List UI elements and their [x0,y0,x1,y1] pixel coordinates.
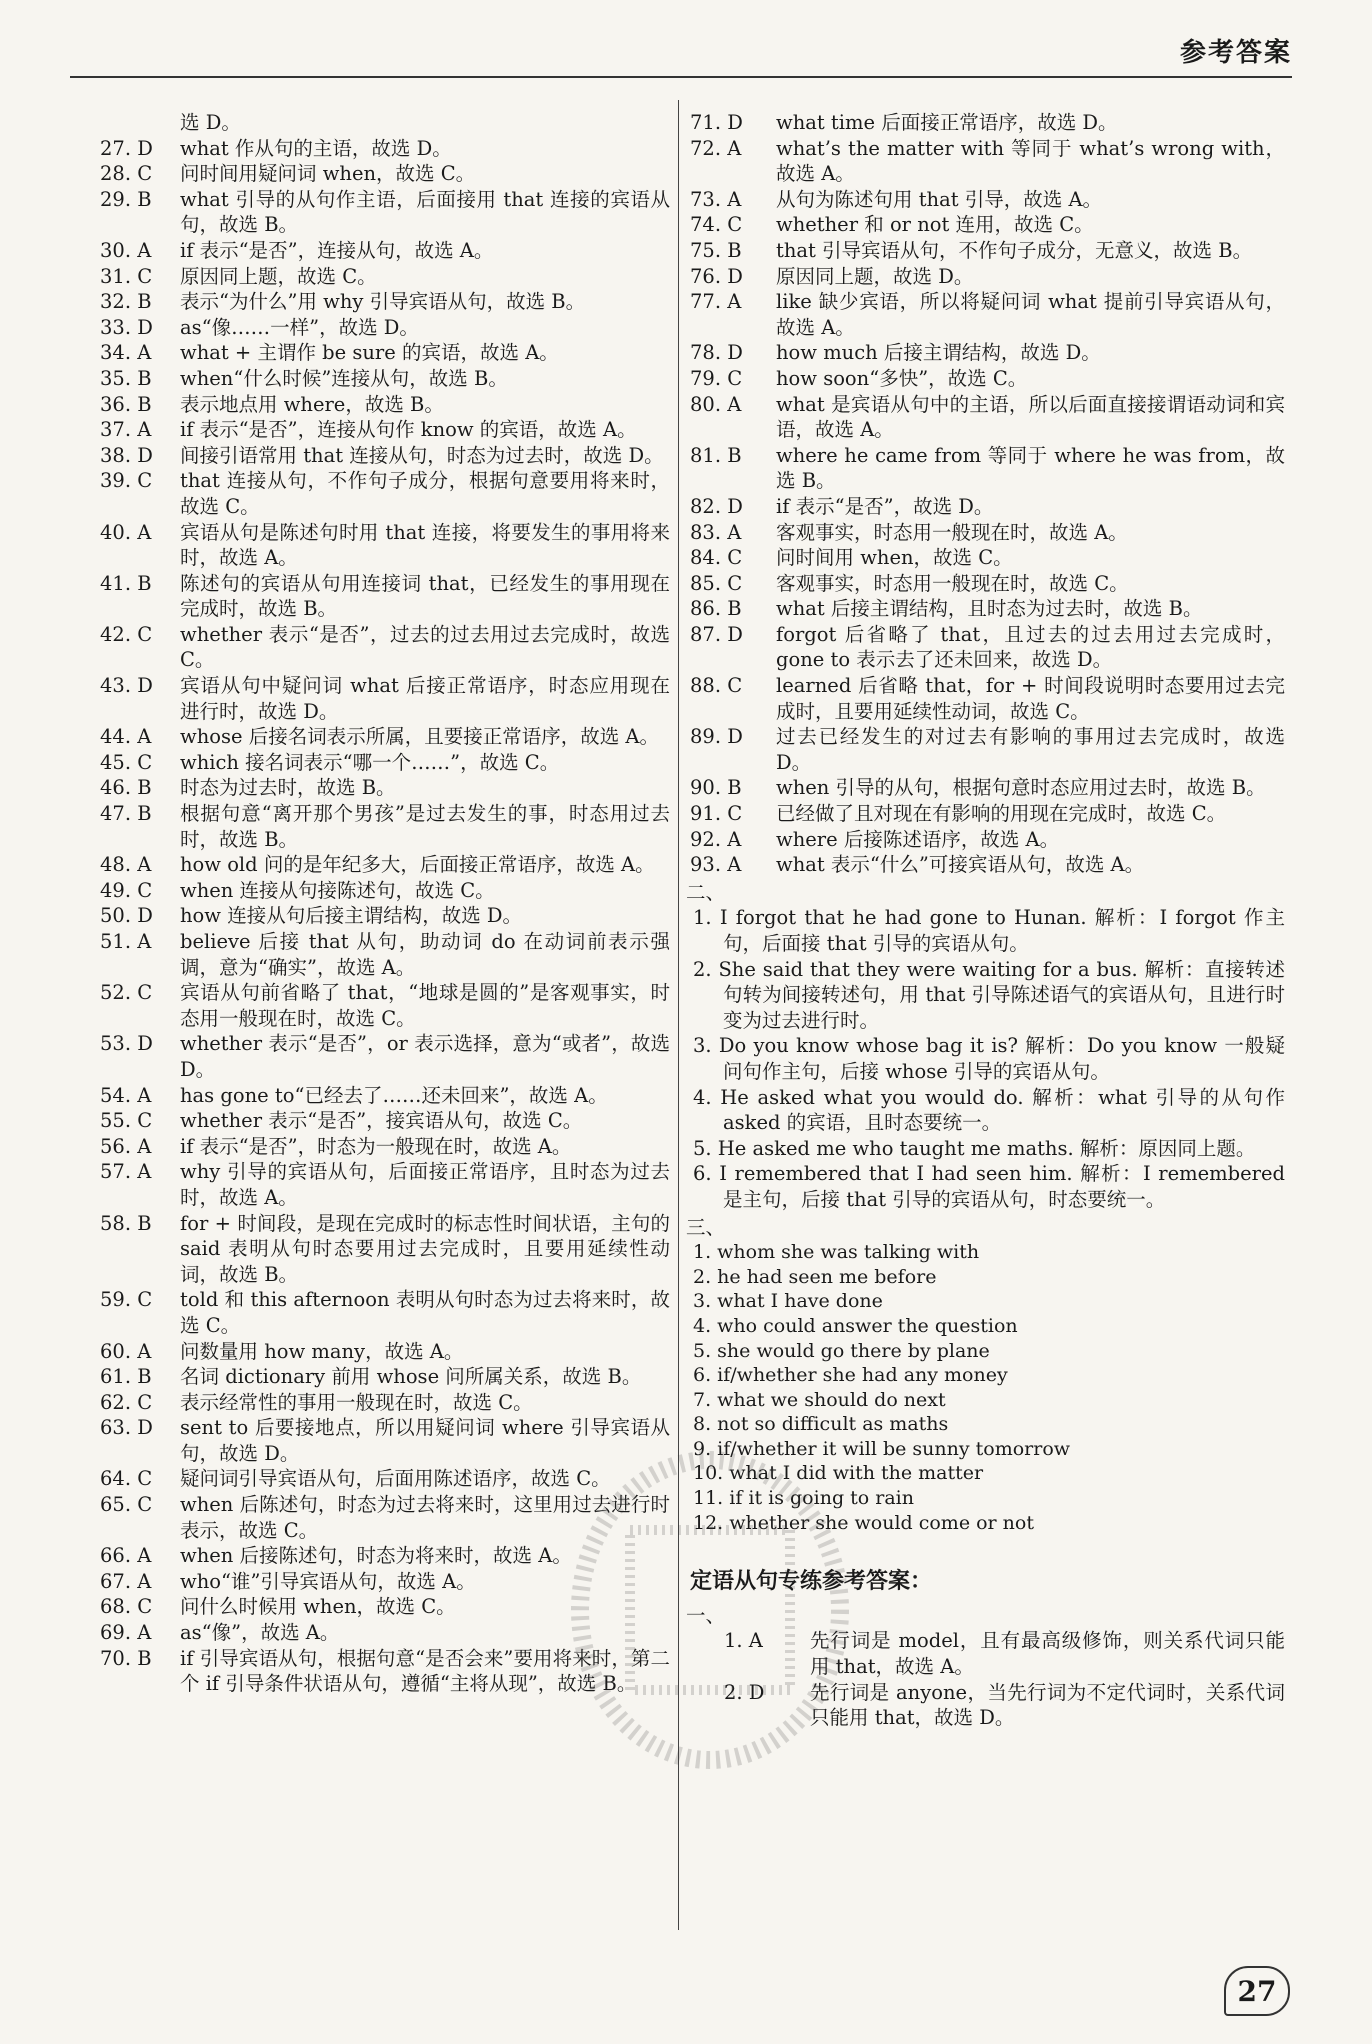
answer-number: 90. B [690,776,742,800]
rewrite-sentence: 2. She said that they were waiting for a bus. [693,957,1138,981]
analysis-label: 解析： [1094,906,1160,930]
fill-in-answer: 11. if it is going to rain [693,1487,914,1510]
answer-number: 35. B [100,366,152,390]
analysis-label: 解析： [1025,1034,1087,1058]
answer-explanation: when 后接陈述句，时态为将来时，故选 A。 [180,1544,572,1568]
answer-explanation: whether 表示“是否”，接宾语从句，故选 C。 [180,1109,583,1133]
answer-item [100,340,670,366]
answer-number: 78. D [690,341,743,365]
answer-number: 66. A [100,1544,152,1568]
answer-item [100,520,670,571]
answer-number: 84. C [690,546,743,570]
answer-number: 56. A [100,1134,152,1158]
answer-explanation: learned 后省略 that，for + 时间段说明时态要用过去完成时，且要用延续性动词，故选 C。 [776,674,1285,723]
answer-number: 89. D [690,725,743,749]
answer-item [100,1569,670,1595]
answer-item [100,443,670,469]
rewrite-analysis: I remembered 是主句，后接 that 引导的宾语从句，时态要统一。 [723,1162,1286,1211]
answer-number: 29. B [100,187,152,211]
answer-number: 57. A [100,1160,152,1184]
answer-item [690,366,1285,392]
rewrite-sentence: 4. He asked what you would do. [693,1085,1024,1109]
rewrite-analysis: 直接转述句转为间接转述句，用 that 引导陈述语气的宾语从句，且进行时变为过去进行时。 [723,957,1286,1032]
answer-number: 70. B [100,1646,152,1670]
answer-explanation: sent to 后要接地点，所以用疑问词 where 引导宾语从句，故选 D。 [180,1416,670,1465]
section-three [686,1215,1285,1536]
analysis-label: 解析： [1080,1162,1143,1186]
answer-explanation: 问时间用疑问词 when，故选 C。 [180,162,476,186]
answer-item [690,852,1285,878]
answer-explanation: has gone to“已经去了……还未回来”，故选 A。 [180,1083,608,1107]
answer-number: 31. C [100,264,153,288]
section-four-label: 一、 [686,1603,726,1627]
rewrite-item [686,1085,1285,1136]
rewrite-sentence: 5. He asked me who taught me maths. [693,1136,1074,1160]
answer-number: 51. A [100,930,152,953]
rewrite-item [686,1161,1285,1212]
fill-in-answer: 2. he had seen me before [693,1265,937,1288]
answer-number: 75. B [690,238,742,262]
relative-clause-heading: 定语从句专练参考答案： [690,1569,933,1595]
answer-item [100,750,670,776]
answer-number: 36. B [100,392,152,416]
answer-item [100,238,670,264]
answer-explanation: that 引导宾语从句，不作句子成分，无意义，故选 B。 [776,238,1253,262]
answer-item [100,1390,670,1416]
answer-number: 50. D [100,904,153,928]
answer-explanation: which 接名词表示“哪一个……”，故选 C。 [180,750,560,774]
fill-in-answer: 4. who could answer the question [693,1314,1018,1337]
fill-in-answer: 8. not so difficult as maths [693,1413,949,1436]
analysis-label: 解析： [1032,1085,1099,1109]
answer-item [724,1680,1285,1731]
answer-explanation: when“什么时候”连接从句，故选 B。 [180,366,508,390]
answer-number: 68. C [100,1595,153,1619]
answer-number: 87. D [690,622,743,646]
answer-number: 69. A [100,1621,152,1645]
answer-item [100,366,670,392]
answer-item [100,1543,670,1569]
answer-number: 1. A [724,1629,763,1653]
right-column [686,110,1286,1731]
header-title: 参考答案 [1179,38,1292,68]
answer-item [724,1628,1285,1679]
answer-item [690,571,1285,597]
answer-number: 55. C [100,1109,153,1133]
answer-number: 62. C [100,1390,153,1414]
answer-number: 27. D [100,136,153,160]
answer-item [100,801,670,852]
rewrite-analysis: 原因同上题。 [1138,1136,1256,1160]
fill-in-answer: 3. what I have done [693,1290,883,1313]
answer-item [100,1159,670,1210]
answer-explanation: whether 表示“是否”，过去的过去用过去完成时，故选 C。 [180,622,670,672]
answer-item [690,801,1285,827]
answer-explanation: when 连接从句接陈述句，故选 C。 [180,878,495,902]
answer-number: 52. C [100,981,153,1005]
rewrite-sentence: 6. I remembered that I had seen him. [693,1162,1073,1186]
answer-item [690,622,1285,673]
answer-number: 46. B [100,776,152,800]
right-answer-list [690,110,1285,878]
answer-number: 91. C [690,802,743,826]
fill-in-answer: 5. she would go there by plane [693,1339,990,1362]
answer-explanation: what 作从句的主语，故选 D。 [180,136,452,160]
answer-item [100,1466,670,1492]
answer-explanation: what 后接主谓结构，且时态为过去时，故选 B。 [776,597,1203,621]
answer-explanation: 原因同上题，故选 C。 [180,264,377,288]
answer-number: 93. A [690,853,742,877]
answer-number: 32. B [100,290,152,314]
answer-item [100,1492,670,1543]
fill-in-answer: 1. whom she was talking with [693,1241,980,1264]
answer-explanation: 选 D。 [180,111,241,134]
answer-number: 71. D [690,111,743,134]
answer-explanation: if 表示“是否”，连接从句作 know 的宾语，故选 A。 [180,418,637,442]
answer-number: 33. D [100,315,153,339]
section-two [686,880,1285,1213]
answer-explanation: like 缺少宾语，所以将疑问词 what 提前引导宾语从句，故选 A。 [776,290,1285,339]
answer-number: 42. C [100,622,153,646]
answer-item [690,724,1285,775]
page-number: 27 [1224,1966,1290,2016]
fill-in-answer: 6. if/whether she had any money [693,1364,1008,1387]
answer-item [690,238,1285,264]
answer-explanation: as“像……一样”，故选 D。 [180,315,419,339]
answer-item [100,110,670,136]
answer-number: 40. A [100,520,152,544]
answer-item [100,264,670,290]
answer-item [100,1134,670,1160]
answer-explanation: 根据句意“离开那个男孩”是过去发生的事，时态用过去时，故选 B。 [180,802,670,851]
rewrite-item [686,905,1285,956]
answer-item [100,1364,670,1390]
answer-item [100,903,670,929]
answer-item [690,673,1285,724]
answer-item [100,1620,670,1646]
answer-explanation: if 表示“是否”，连接从句，故选 A。 [180,238,494,262]
answer-item [690,340,1285,366]
answer-number: 39. C [100,469,153,493]
answer-item [100,929,670,980]
column-divider [678,100,679,1930]
answer-number: 73. A [690,187,742,211]
answer-item [100,1083,670,1109]
answer-item [100,1211,670,1288]
answer-item [690,520,1285,546]
rewrite-analysis: Do you know 一般疑问句作主句，后接 whose 引导的宾语从句。 [723,1034,1285,1083]
answer-explanation: how old 问的是年纪多大，后面接正常语序，故选 A。 [180,853,655,877]
answer-explanation: 陈述句的宾语从句用连接词 that，已经发生的事用现在完成时，故选 B。 [180,571,670,621]
answer-item [690,136,1285,187]
answer-explanation: 原因同上题，故选 D。 [776,264,974,288]
answer-item [100,673,670,724]
answer-number: 92. A [690,827,742,851]
answer-explanation: when 引导的从句，根据句意时态应用过去时，故选 B。 [776,776,1266,800]
answer-explanation: 表示“为什么”用 why 引导宾语从句，故选 B。 [180,290,586,314]
answer-explanation: 表示地点用 where，故选 B。 [180,392,444,416]
answer-explanation: how much 后接主谓结构，故选 D。 [776,341,1101,365]
answer-explanation: 客观事实，时态用一般现在时，故选 A。 [776,520,1128,544]
answer-item [100,724,670,750]
fill-in-answer: 12. whether she would come or not [693,1511,1034,1534]
answer-item [690,827,1285,853]
answer-explanation: 表示经常性的事用一般现在时，故选 C。 [180,1390,533,1414]
answer-number: 53. D [100,1032,153,1056]
answer-explanation: forgot 后省略了 that，且过去的过去用过去完成时，gone to 表示去了还未回来，故选 D。 [776,622,1285,672]
answer-explanation: 先行词是 model，且有最高级修饰，则关系代词只能用 that，故选 A。 [810,1629,1285,1679]
answer-explanation: 疑问词引导宾语从句，后面用陈述语序，故选 C。 [180,1467,611,1491]
answer-number: 59. C [100,1288,153,1312]
answer-item [100,980,670,1031]
fill-in-answer: 9. if/whether it will be sunny tomorrow [693,1437,1071,1460]
answer-number: 74. C [690,213,743,237]
answer-number: 47. B [100,802,152,826]
answer-number: 64. C [100,1467,153,1491]
answer-item [690,289,1285,340]
answer-explanation: what 表示“什么”可接宾语从句，故选 A。 [776,853,1145,877]
answer-item [100,1339,670,1365]
answer-explanation: where he came from 等同于 where he was from，故选 B。 [776,443,1285,493]
answer-number: 86. B [690,597,742,621]
answer-number: 85. C [690,571,743,595]
answer-explanation: when 后陈述句，时态为过去将来时，这里用过去进行时表示，故选 C。 [180,1493,670,1542]
answer-explanation: why 引导的宾语从句，后面接正常语序，且时态为过去时，故选 A。 [180,1160,670,1209]
answer-item [690,775,1285,801]
answer-explanation: whether 表示“是否”，or 表示选择，意为“或者”，故选 D。 [180,1032,670,1081]
answer-number: 58. B [100,1211,152,1235]
answer-explanation: how soon“多快”，故选 C。 [776,366,1028,390]
answer-number: 60. A [100,1339,152,1363]
answer-explanation: 宾语从句前省略了 that，“地球是圆的”是客观事实，时态用一般现在时，故选 C。 [180,981,670,1030]
answer-explanation: if 表示“是否”，故选 D。 [776,494,994,518]
rewrite-analysis: what 引导的从句作 asked 的宾语，且时态要统一。 [723,1085,1285,1135]
answer-explanation: 宾语从句是陈述句时用 that 连接，将要发生的事用将来时，故选 A。 [180,520,670,570]
answer-number: 49. C [100,878,153,902]
answer-number: 43. D [100,674,153,698]
answer-item [100,468,670,519]
answer-explanation: where 后接陈述语序，故选 A。 [776,827,1060,851]
section-two-label: 二、 [686,880,726,904]
answer-item [690,110,1285,136]
answer-explanation: what 是宾语从句中的主语，所以后面直接接谓语动词和宾语，故选 A。 [776,392,1285,442]
answer-number: 80. A [690,392,742,416]
answer-number [100,110,180,136]
answer-item [100,571,670,622]
answer-explanation: whether 和 or not 连用，故选 C。 [776,213,1094,237]
answer-item [690,596,1285,622]
answer-item [100,1108,670,1134]
answer-number: 77. A [690,290,742,314]
answer-explanation: if 表示“是否”，时态为一般现在时，故选 A。 [180,1134,572,1158]
answer-explanation: as“像”，故选 A。 [180,1621,340,1645]
answer-item [100,187,670,238]
answer-item [690,264,1285,290]
answer-item [690,494,1285,520]
answer-explanation: 间接引语常用 that 连接从句，时态为过去时，故选 D。 [180,443,664,467]
answer-item [100,289,670,315]
answer-number: 83. A [690,520,742,544]
answer-number: 28. C [100,162,153,186]
answer-explanation: 从句为陈述句用 that 引导，故选 A。 [776,187,1103,211]
answer-item [690,187,1285,213]
answer-explanation: what’s the matter with 等同于 what’s wrong with，故选 A。 [776,136,1285,186]
left-column [100,110,670,1697]
answer-explanation: 时态为过去时，故选 B。 [180,776,396,800]
rewrite-item [686,1136,1285,1162]
rewrite-sentence: 3. Do you know whose bag it is? [693,1034,1018,1058]
answer-item [100,136,670,162]
answer-item [100,417,670,443]
answer-number: 72. A [690,136,742,160]
answer-number: 76. D [690,264,743,288]
answer-item [100,1594,670,1620]
answer-number: 41. B [100,571,152,595]
answer-number: 45. C [100,750,153,774]
answer-number: 44. A [100,725,152,749]
answer-explanation: 问时间用 when，故选 C。 [776,546,1013,570]
answer-number: 38. D [100,443,153,467]
answer-explanation: what 引导的从句作主语，后面接用 that 连接的宾语从句，故选 B。 [180,187,670,237]
page-header [70,28,1292,78]
answer-explanation: whose 后接名词表示所属，且要接正常语序，故选 A。 [180,725,660,749]
answer-explanation: 宾语从句中疑问词 what 后接正常语序，时态应用现在进行时，故选 D。 [180,674,670,723]
answer-number: 34. A [100,341,152,365]
answer-number: 54. A [100,1083,152,1107]
analysis-label: 解析： [1079,1136,1139,1160]
answer-number: 67. A [100,1569,152,1593]
answer-explanation: 问数量用 how many，故选 A。 [180,1339,464,1363]
answer-item [100,852,670,878]
rewrite-item [686,1033,1285,1084]
answer-explanation: for + 时间段，是现在完成时的标志性时间状语，主句的 said 表明从句时态要用过去完成时，且要用延续性动词，故选 B。 [180,1211,670,1286]
fill-in-answer: 7. what we should do next [693,1388,946,1411]
answer-item [100,622,670,673]
answer-item [690,392,1285,443]
answer-number: 2. D [724,1680,765,1704]
answer-number: 65. C [100,1493,153,1517]
answer-explanation: 名词 dictionary 前用 whose 问所属关系，故选 B。 [180,1365,642,1389]
answer-explanation: 问什么时候用 when，故选 C。 [180,1595,456,1619]
answer-explanation: believe 后接 that 从句，助动词 do 在动词前表示强调，意为“确实”，故选 A。 [180,930,670,979]
answer-explanation: what time 后面接正常语序，故选 D。 [776,111,1118,134]
answer-explanation: 客观事实，时态用一般现在时，故选 C。 [776,571,1129,595]
answer-item [100,161,670,187]
rewrite-sentence: 1. I forgot that he had gone to Hunan. [693,906,1087,930]
answer-explanation: 已经做了且对现在有影响的用现在完成时，故选 C。 [776,802,1227,826]
answer-number: 37. A [100,418,152,442]
answer-item [690,545,1285,571]
answer-explanation: 先行词是 anyone，当先行词为不定代词时，关系代词只能用 that，故选 D。 [810,1680,1285,1730]
answer-number: 30. A [100,238,152,262]
answer-item [100,1415,670,1466]
rewrite-item [686,957,1285,1034]
answer-number: 48. A [100,853,152,877]
relative-clause-answers [690,1628,1285,1730]
analysis-label: 解析： [1144,957,1206,981]
answer-item [100,1287,670,1338]
answer-explanation: what + 主谓作 be sure 的宾语，故选 A。 [180,341,559,365]
answer-item [690,212,1285,238]
answer-item [100,775,670,801]
answer-number: 82. D [690,494,743,518]
answer-explanation: if 引导宾语从句，根据句意“是否会来”要用将来时，第二个 if 引导条件状语从句，遵循“主将从现”，故选 B。 [180,1646,670,1696]
answer-number: 81. B [690,443,742,467]
answer-number: 88. C [690,674,743,698]
answer-item [100,878,670,904]
answer-item [100,1646,670,1697]
answer-number: 63. D [100,1416,153,1440]
answer-number: 79. C [690,366,743,390]
answer-explanation: how 连接从句后接主谓结构，故选 D。 [180,904,523,928]
answer-explanation: told 和 this afternoon 表明从句时态为过去将来时，故选 C。 [180,1288,670,1337]
section-three-label: 三、 [686,1215,726,1239]
answer-explanation: 过去已经发生的对过去有影响的事用过去完成时，故选 D。 [776,725,1285,774]
rewrite-analysis: I forgot 作主句，后面接 that 引导的宾语从句。 [723,906,1285,955]
answer-explanation: who“谁”引导宾语从句，故选 A。 [180,1569,476,1593]
answer-item [100,315,670,341]
fill-in-answer: 10. what I did with the matter [693,1462,984,1485]
answer-item [100,1031,670,1082]
answer-item [100,392,670,418]
answer-item [690,443,1285,494]
answer-explanation: that 连接从句，不作句子成分，根据句意要用将来时，故选 C。 [180,469,670,518]
answer-number: 61. B [100,1365,152,1389]
